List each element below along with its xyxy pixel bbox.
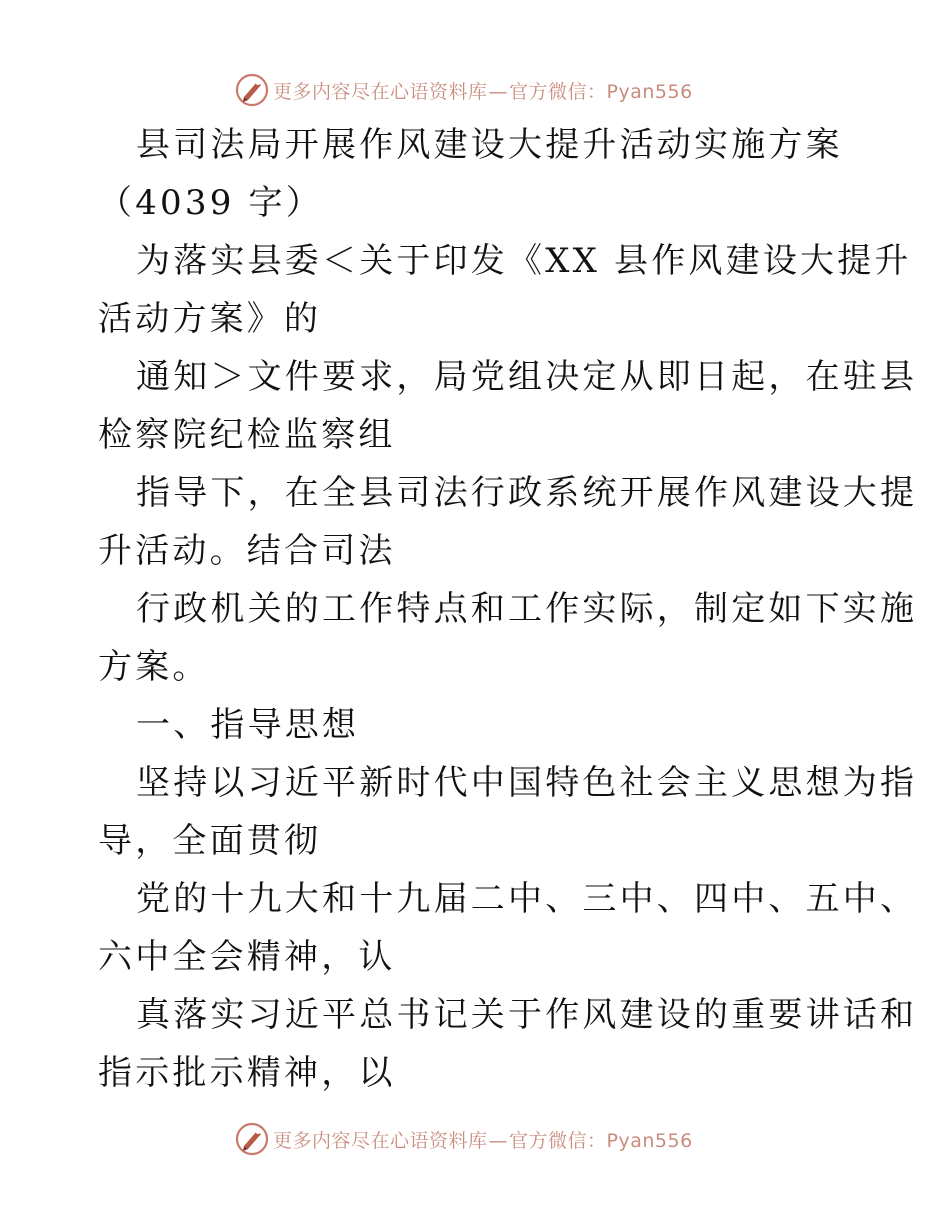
banner-official-label: 官方微信：: [509, 1129, 607, 1152]
document-line: 一、指导思想: [136, 705, 360, 745]
banner-dash: —: [488, 80, 509, 103]
pen-logo-icon: [235, 73, 269, 107]
footer-banner[interactable]: [235, 1121, 693, 1157]
document-line: 六中全会精神，认: [98, 937, 396, 977]
document-line: 检察院纪检监察组: [98, 415, 396, 455]
document-line: （4039 字）: [98, 183, 323, 223]
document-line: 通知＞文件要求，局党组决定从即日起，在驻县: [136, 357, 918, 397]
document-line: 行政机关的工作特点和工作实际，制定如下实施: [136, 589, 918, 629]
document-line: 升活动。结合司法: [98, 531, 396, 571]
banner-official-label: 官方微信：: [509, 80, 607, 103]
document-line: 党的十九大和十九届二中、三中、四中、五中、: [136, 879, 918, 919]
banner-wechat-id: Pyan556: [606, 80, 693, 103]
banner-wechat-id: Pyan556: [606, 1129, 693, 1152]
document-body: [98, 116, 918, 1102]
document-line: 为落实县委＜关于印发《XX 县作风建设大提升: [136, 241, 912, 281]
document-line: 导，全面贯彻: [98, 821, 322, 861]
header-banner[interactable]: [235, 72, 693, 108]
document-line: 指导下，在全县司法行政系统开展作风建设大提: [136, 473, 918, 513]
document-line: 指示批示精神，以: [98, 1053, 396, 1093]
pen-logo-icon: [235, 1122, 269, 1156]
banner-dash: —: [488, 1129, 509, 1152]
banner-main-text: 更多内容尽在心语资料库: [273, 80, 488, 103]
document-line: 县司法局开展作风建设大提升活动实施方案: [136, 125, 843, 165]
document-line: 活动方案》的: [98, 299, 322, 339]
banner-main-text: 更多内容尽在心语资料库: [273, 1129, 488, 1152]
document-line: 真落实习近平总书记关于作风建设的重要讲话和: [136, 995, 918, 1035]
document-line: 坚持以习近平新时代中国特色社会主义思想为指: [136, 763, 918, 803]
document-line: 方案。: [98, 647, 210, 687]
